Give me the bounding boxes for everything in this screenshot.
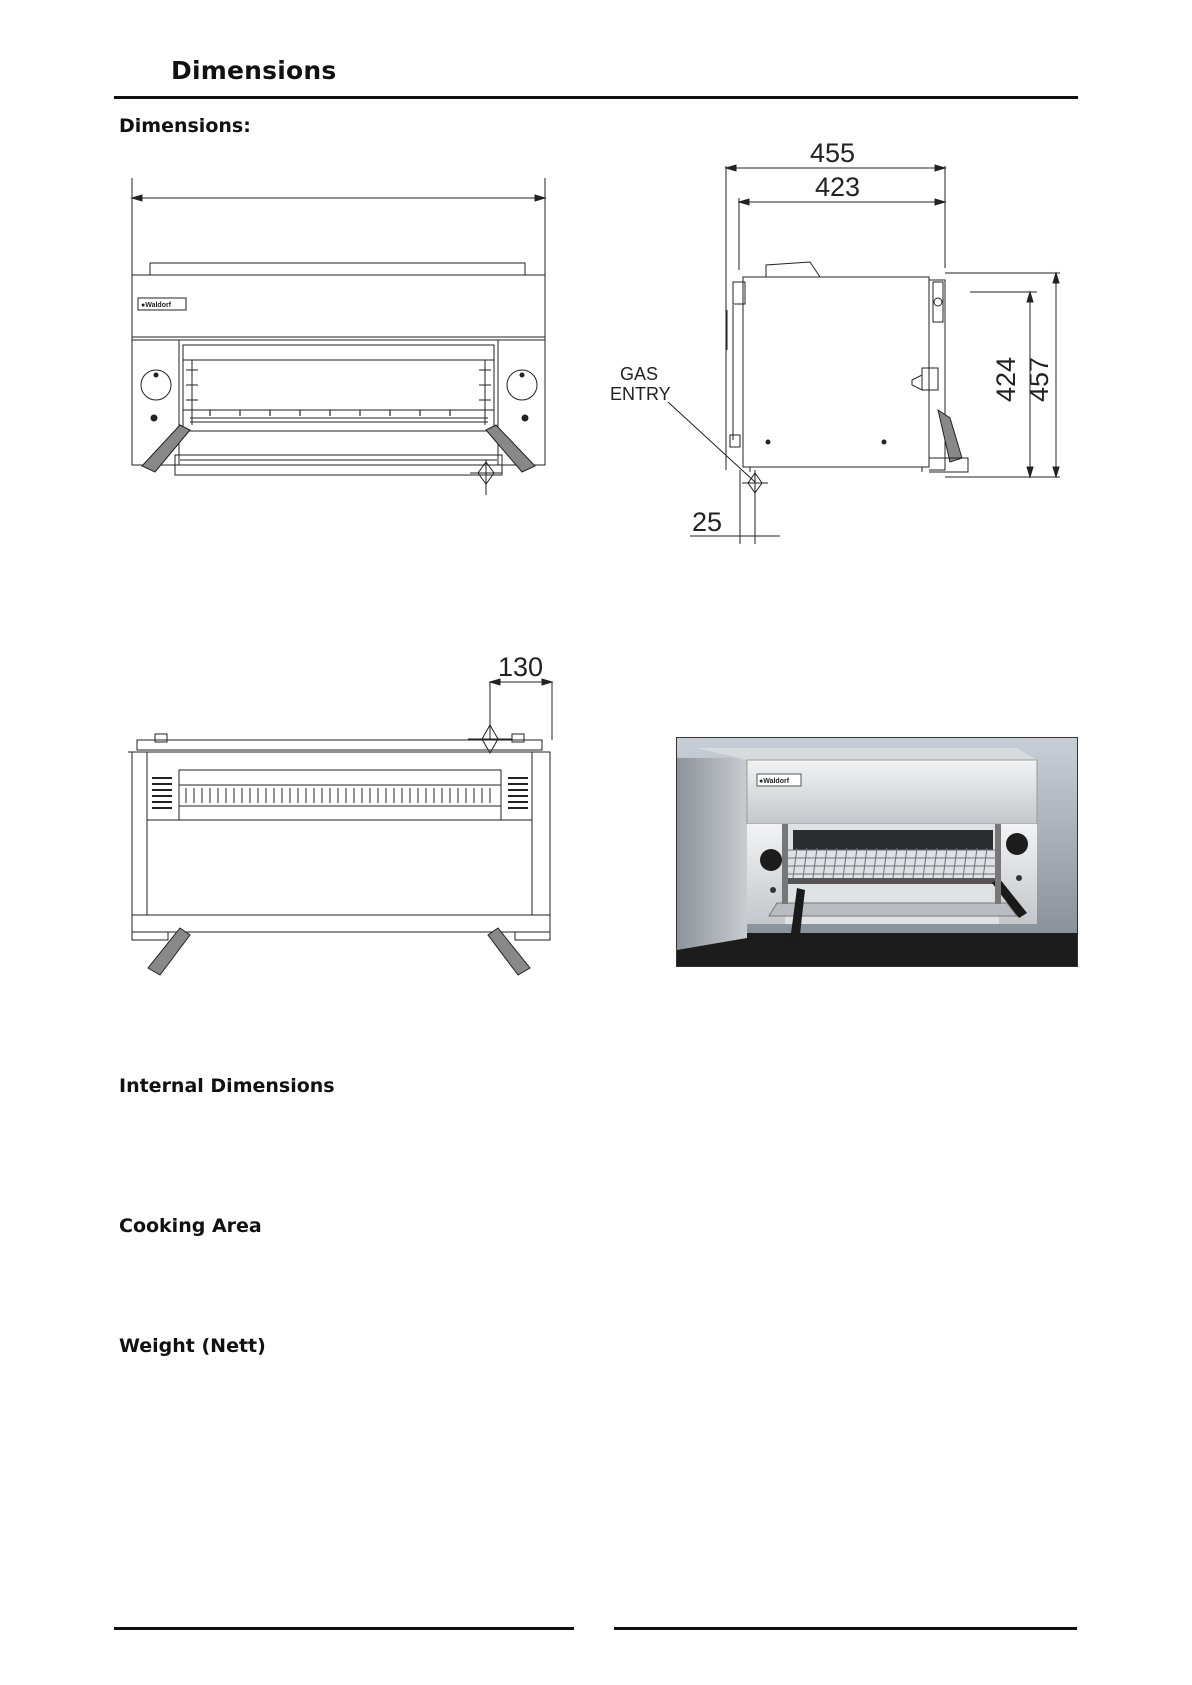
dim-423: 423 [815,172,861,202]
photo-brand: ●Waldorf [759,778,790,785]
heading-cooking-area: Cooking Area [119,1215,262,1237]
page-title: Dimensions [171,56,337,85]
dim-25: 25 [692,507,723,537]
dim-130: 130 [498,652,544,682]
heading-internal-dimensions: Internal Dimensions [119,1075,335,1097]
side-view-drawing [600,140,1070,550]
footer-rule-right [614,1627,1077,1630]
top-view-drawing [120,640,560,990]
section-title: Dimensions: [119,115,251,137]
footer-rule-left [114,1627,574,1630]
product-photo [676,737,1078,967]
dim-457: 457 [1024,356,1054,402]
dim-455: 455 [810,140,856,168]
heading-weight: Weight (Nett) [119,1335,266,1357]
front-view-drawing [120,170,560,510]
front-view-brand: ●Waldorf [141,302,172,309]
header-rule [114,96,1078,99]
dim-424: 424 [991,356,1021,402]
gas-entry-label-1: GAS [620,364,659,384]
gas-entry-label-2: ENTRY [610,384,671,404]
